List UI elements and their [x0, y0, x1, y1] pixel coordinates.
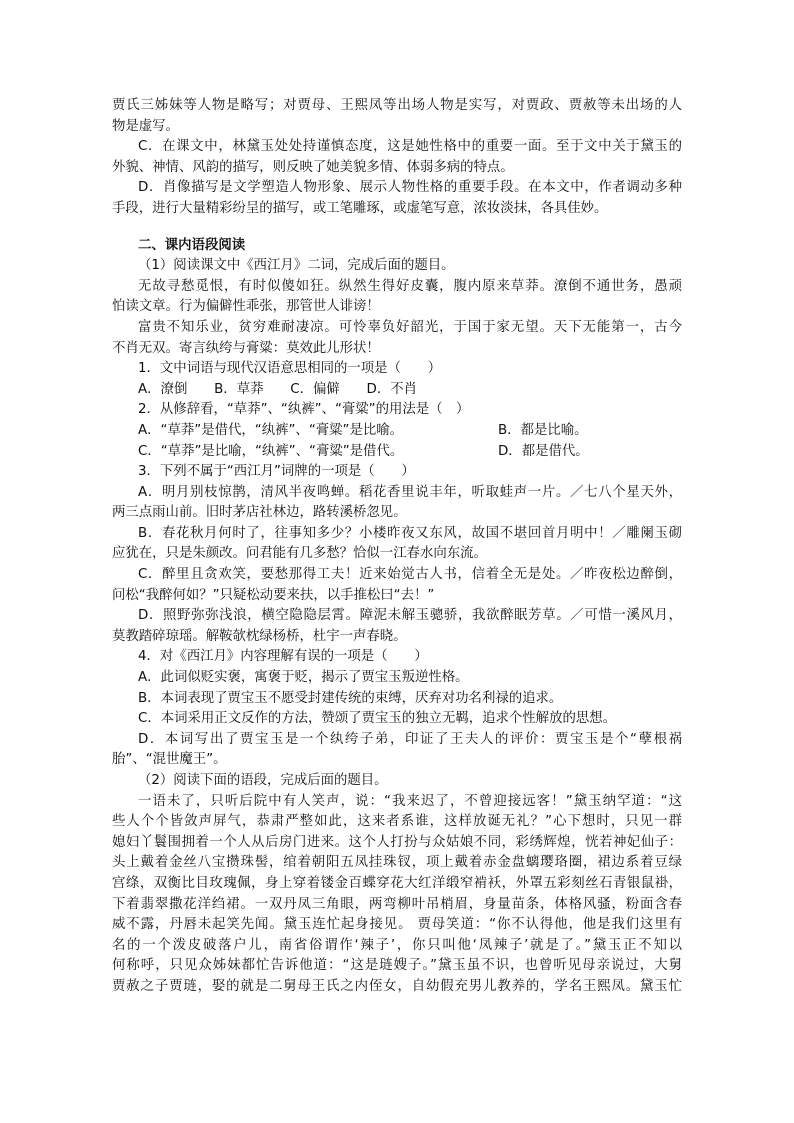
passage-line: 些人个个皆敛声屏气，恭肃严整如此，这来者系谁，这样放诞无礼？”心下想时，只见一群	[112, 814, 682, 830]
option-right: D．都是借代。	[498, 443, 589, 459]
question-line: 3．下列不属于“西江月”词牌的一项是（ ）	[138, 464, 415, 480]
text-line: D．肖像描写是文学塑造人物形象、展示人物性格的重要手段。在本文中，作者调动多种	[138, 180, 682, 196]
option-row	[112, 442, 682, 463]
passage-line: 何称呼，只见众姊妹都忙告诉他道：“这是琏嫂子。”黛玉虽不识，也曾听见母亲说过，大舅	[112, 958, 682, 974]
text-line: 手段，进行大量精彩纷呈的描写，或工笔雕琢，或虚笔写意，浓妆淡抹，各具佳妙。	[112, 200, 608, 216]
document-page	[112, 96, 682, 998]
question-line: （1）阅读课文中《西江月》二词，完成后面的题目。	[138, 258, 455, 274]
question-line: A．此词似贬实褒，寓褒于贬，揭示了贾宝玉叛逆性格。	[138, 670, 469, 686]
part2-passage	[112, 771, 682, 998]
text-line: 物是虚写。	[112, 118, 179, 134]
passage-line: 头上戴着金丝八宝攒珠髻，绾着朝阳五凤挂珠钗，项上戴着赤金盘螭璎珞圈，裙边系着豆绿	[112, 855, 682, 871]
question-line: B．本词表现了贾宝玉不愿受封建传统的束缚，厌弃对功名利禄的追求。	[138, 690, 563, 706]
text-line: 贾氏三姊妹等人物是略写；对贾母、王熙凤等出场人物是实写，对贾政、贾赦等未出场的人	[112, 98, 682, 113]
question-line: 莫教踏碎琼瑶。解鞍欹枕绿杨桥，杜宇一声春晓。	[112, 628, 407, 644]
passage-line: 名的一个泼皮破落户儿，南省俗谓作‘辣子’，你只叫他‘凤辣子’就是了。”黛玉正不知以	[112, 937, 682, 953]
question-line: 4．对《西江月》内容理解有误的一项是（ ）	[138, 649, 428, 665]
passage-line: 下着翡翠撒花洋绉裙。一双丹凤三角眼，两弯柳叶吊梢眉，身量苗条，体格风骚，粉面含春	[112, 896, 682, 912]
question-line: A．明月别枝惊鹊，清风半夜鸣蝉。稻花香里说丰年，听取蛙声一片。／七八个星天外，	[138, 484, 682, 500]
question-line: 2．从修辞看，“草莽”、“纨裤”、“膏粱”的用法是（ ）	[138, 402, 470, 418]
passage-line: 贾赦之子贾琏，娶的就是二舅母王氏之内侄女，自幼假充男儿教养的，学名王熙凤。黛玉忙	[112, 978, 682, 994]
question-line: C．本词采用正文反作的方法，赞颂了贾宝玉的独立无羁，追求个性解放的思想。	[138, 711, 617, 727]
passage-line: 一语未了，只听后院中有人笑声，说：“我来迟了，不曾迎接远客！”黛玉纳罕道：“这	[138, 793, 682, 809]
question-line: A．潦倒 B．草莽 C．偏僻 D．不肖	[138, 381, 418, 397]
passage-line: 宫绦，双衡比目玫瑰佩，身上穿着镂金百蝶穿花大红洋缎窄褃袄，外罩五彩刻丝石青银鼠褂，	[112, 875, 682, 891]
question-line: D．本词写出了贾宝玉是一个纨绔子弟，印证了王夫人的评价：贾宝玉是个“孽根祸	[138, 731, 682, 747]
section-heading: 二、课内语段阅读	[138, 237, 246, 253]
option-left: A．“草莽”是借代，“纨裤”、“膏粱”是比喻。	[138, 422, 404, 438]
question-line: 应犹在，只是朱颜改。问君能有几多愁？恰似一江春水向东流。	[112, 546, 487, 562]
question2-options	[112, 421, 682, 462]
question-line: 问松“我醉何如？”只疑松动要来扶，以手推松曰“去！”	[112, 587, 435, 603]
part1-questions	[112, 256, 682, 421]
question-line: 怕读文章。行为偏僻性乖张，那管世人诽谤！	[112, 299, 380, 315]
intro-paragraphs	[112, 96, 682, 220]
part1-questions-continued	[112, 462, 682, 771]
question-line: 两三点雨山前。旧时茅店社林边，路转溪桥忽见。	[112, 505, 407, 521]
option-left: C．“草莽”是比喻，“纨裤”、“膏粱”是借代。	[138, 443, 404, 459]
question-line: 富贵不知乐业，贫穷难耐凄凉。可怜辜负好韶光，于国于家无望。天下无能第一，古今	[138, 319, 682, 335]
question-line: 胎”、“混世魔王”。	[112, 752, 227, 768]
question-line: 不肖无双。寄言纨绔与膏粱：莫效此儿形状！	[112, 340, 380, 356]
passage-line: （2）阅读下面的语段，完成后面的题目。	[138, 773, 388, 788]
option-right: B．都是比喻。	[498, 422, 588, 438]
passage-line: 媳妇丫鬟围拥着一个人从后房门进来。这个人打扮与众姑娘不同，彩绣辉煌，恍若神妃仙子：	[112, 834, 682, 850]
option-row	[112, 421, 682, 442]
passage-line: 威不露，丹唇未起笑先闻。黛玉连忙起身接见。 贾母笑道：“你不认得他，他是我们这里有	[112, 917, 682, 933]
question-line: 无故寻愁觅恨，有时似傻如狂。纵然生得好皮囊，腹内原来草莽。潦倒不通世务，愚顽	[138, 278, 682, 294]
text-line: 外貌、神情、风韵的描写，则反映了她美貌多情、体弱多病的特点。	[112, 159, 514, 175]
text-line: C．在课文中，林黛玉处处持谨慎态度，这是她性格中的重要一面。至于文中关于黛玉的	[138, 139, 682, 155]
question-line: D．照野弥弥浅浪，横空隐隐层霄。障泥未解玉骢骄，我欲醉眠芳草。／可惜一溪风月，	[138, 608, 682, 624]
question-line: C．醉里且贪欢笑，要愁那得工夫！近来始觉古人书，信着全无是处。／昨夜松边醉倒，	[138, 567, 682, 583]
question-line: B．春花秋月何时了，往事知多少？小楼昨夜又东风，故国不堪回首月明中！／雕阑玉砌	[138, 525, 682, 541]
question-line: 1．文中词语与现代汉语意思相同的一项是（ ）	[138, 361, 442, 377]
